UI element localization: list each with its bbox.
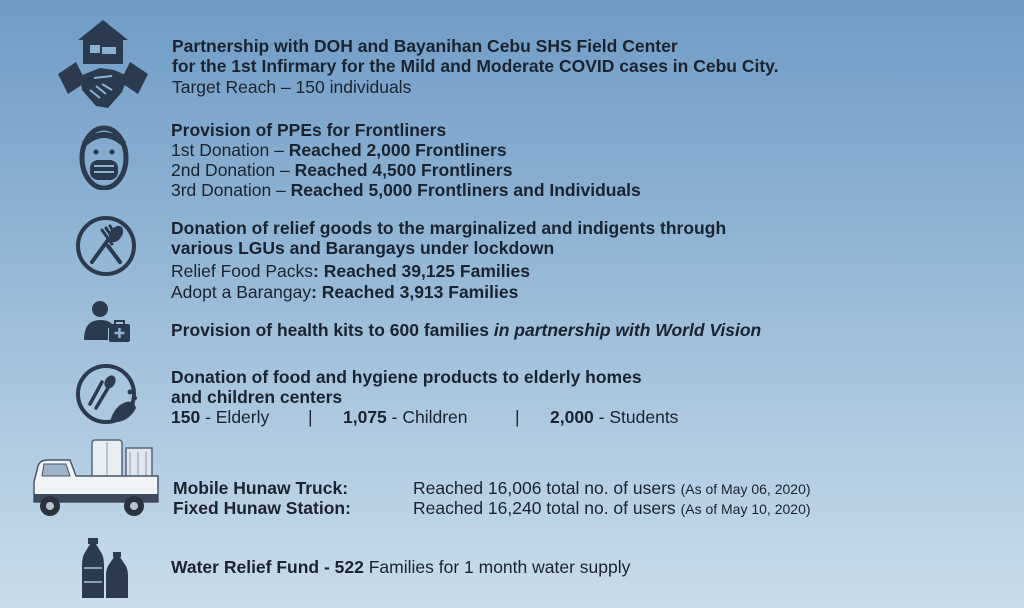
food-hygiene-icon [74, 362, 140, 426]
fork-spoon-icon [74, 214, 138, 278]
reach-date-note: (As of May 06, 2020) [680, 481, 811, 497]
ppe-title: Provision of PPEs for Frontliners [171, 120, 447, 140]
reach-text: Reached 16,006 total no. of users [413, 478, 676, 498]
separator-1: | [308, 407, 313, 427]
water-jug-icon [78, 536, 132, 602]
hunaw-fixed-reach [413, 498, 811, 519]
donation-label: 1st Donation – [171, 140, 289, 160]
water-relief-rest: Families for 1 month water supply [363, 557, 631, 577]
count-value: 2,000 [550, 407, 594, 427]
food-hygiene-students [550, 407, 678, 427]
health-kits-text [171, 320, 761, 340]
water-relief-value: 522 [334, 557, 364, 577]
donation-label: 2nd Donation – [171, 160, 295, 180]
food-hygiene-elderly [171, 407, 269, 427]
hunaw-truck-icon [30, 436, 162, 520]
ppe-donation-1 [171, 140, 507, 160]
count-label: - Students [593, 407, 679, 427]
donation-label: 3rd Donation – [171, 180, 291, 200]
food-hygiene-title-line-1: Donation of food and hygiene products to elderly homes [171, 367, 642, 387]
reach-text: Reached 16,240 total no. of users [413, 498, 676, 518]
count-value: 150 [171, 407, 201, 427]
count-label: - Elderly [200, 407, 270, 427]
stat-label: Relief Food Packs [171, 261, 314, 281]
water-relief-text [171, 557, 630, 577]
stat-value: : Reached 3,913 Families [311, 282, 519, 302]
donation-value: Reached 4,500 Frontliners [294, 160, 513, 180]
partnership-target-reach: Target Reach – 150 individuals [172, 77, 412, 97]
relief-title-line-2: various LGUs and Barangays under lockdown [171, 238, 555, 258]
donation-value: Reached 2,000 Frontliners [288, 140, 507, 160]
stat-value: : Reached 39,125 Families [313, 261, 530, 281]
face-mask-icon [78, 122, 130, 190]
count-label: - Children [386, 407, 468, 427]
relief-title-line-1: Donation of relief goods to the marginalized and indigents through [171, 218, 727, 238]
separator-2: | [515, 407, 520, 427]
stat-label: Adopt a Barangay [171, 282, 312, 302]
partnership-title-line-1: Partnership with DOH and Bayanihan Cebu SHS Field Center [172, 36, 678, 56]
ppe-donation-3 [171, 180, 641, 200]
hunaw-mobile-reach [413, 478, 811, 499]
house-handshake-icon [56, 18, 150, 114]
water-relief-title: Water Relief Fund - [171, 557, 335, 577]
ppe-donation-2 [171, 160, 512, 180]
hunaw-fixed-name: Fixed Hunaw Station: [173, 498, 351, 518]
hunaw-mobile-name: Mobile Hunaw Truck: [173, 478, 349, 498]
donation-value: Reached 5,000 Frontliners and Individuals [290, 180, 641, 200]
food-hygiene-title-line-2: and children centers [171, 387, 343, 407]
health-kits-main: Provision of health kits to 600 families [171, 320, 494, 340]
relief-food-packs [171, 261, 530, 281]
count-value: 1,075 [343, 407, 387, 427]
reach-date-note: (As of May 10, 2020) [680, 501, 811, 517]
relief-adopt-barangay [171, 282, 518, 302]
food-hygiene-children [343, 407, 468, 427]
partnership-title-line-2: for the 1st Infirmary for the Mild and Moderate COVID cases in Cebu City. [172, 56, 779, 76]
health-kits-partner: in partnership with World Vision [493, 320, 762, 340]
health-kit-person-icon [82, 300, 132, 344]
